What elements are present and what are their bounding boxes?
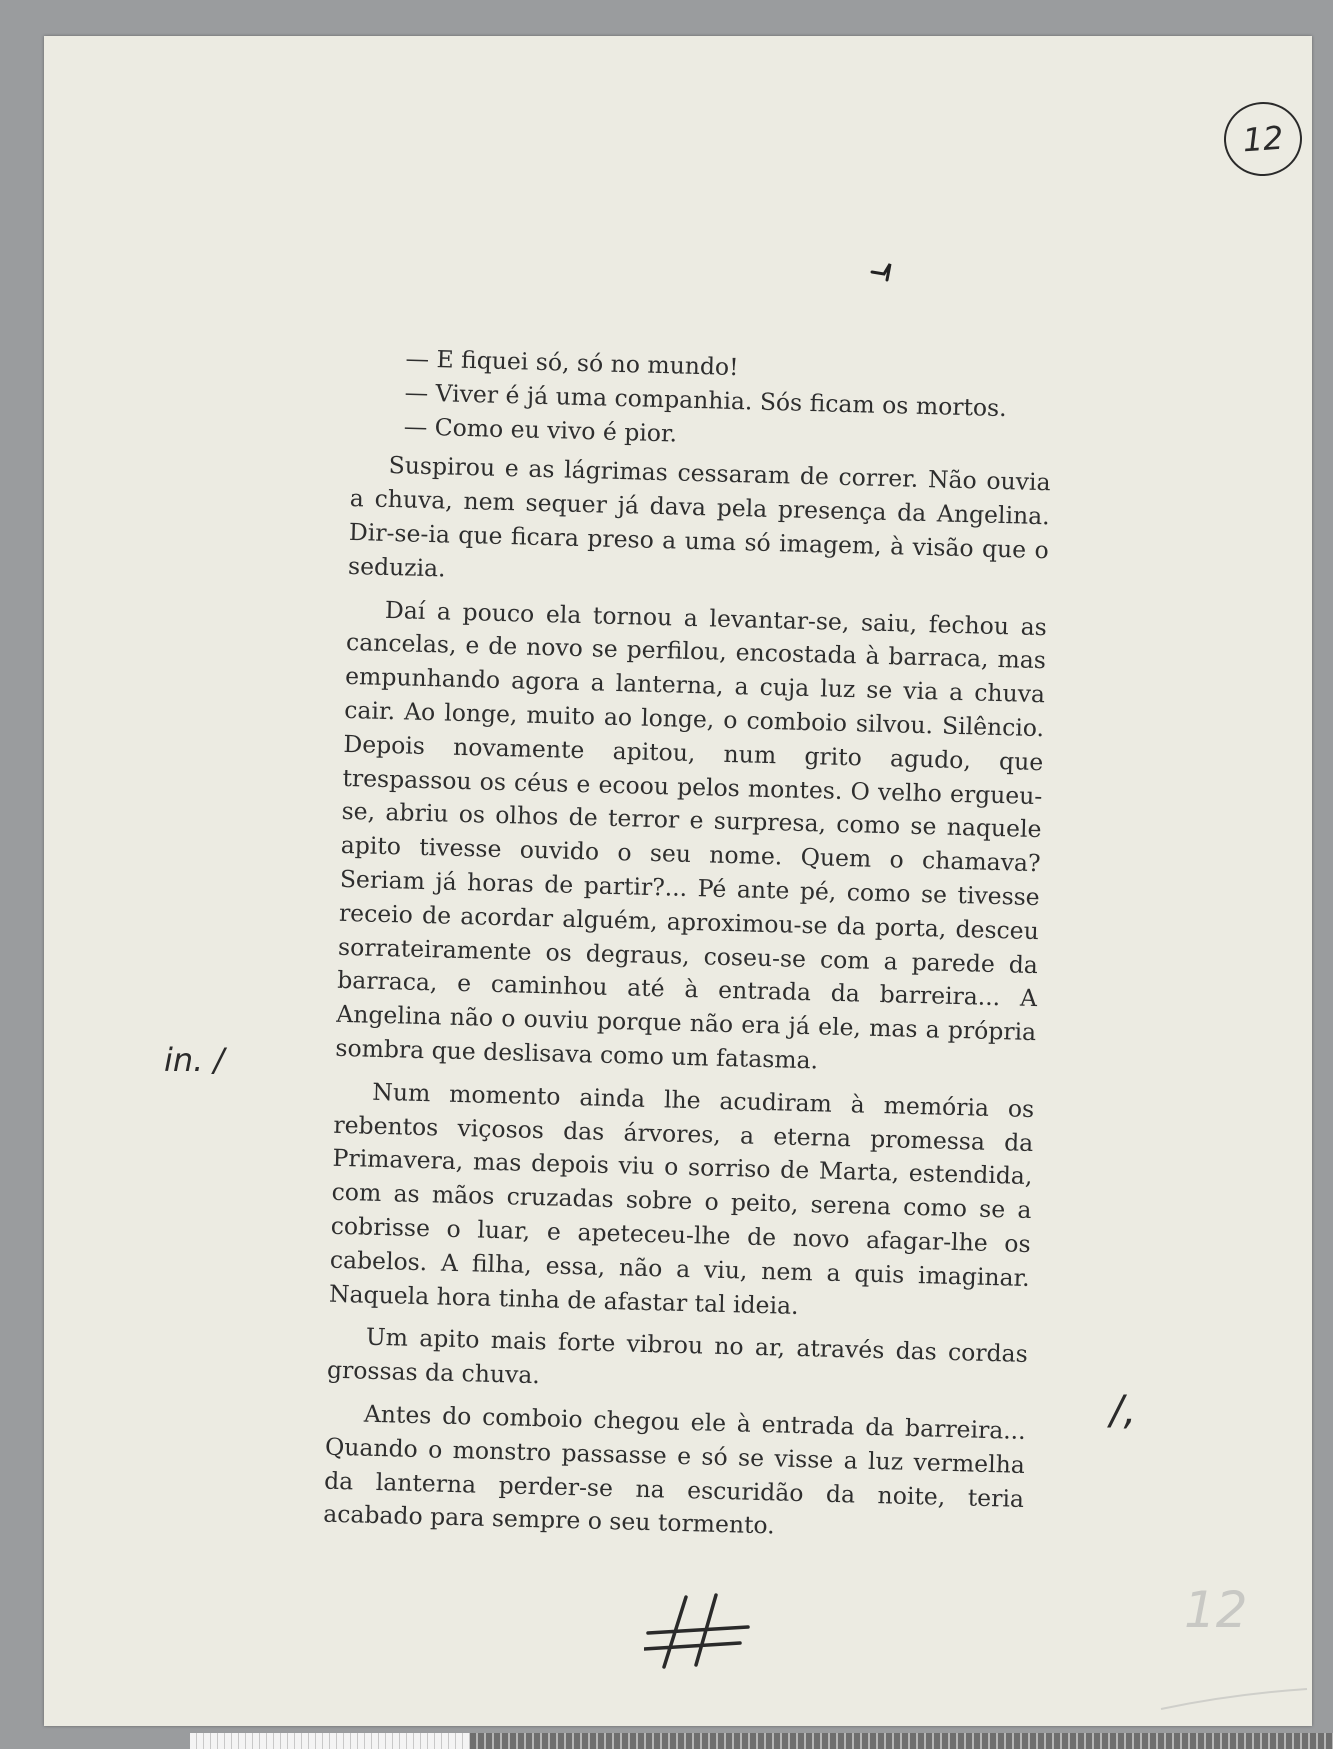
paragraph-3: Num momento ainda lhe acudiram à memória os rebentos viçosos das árvores, a eterna promessa da Primavera, mas depois viu o sorriso de Marta, estendida, com as mãos cruzadas sobre o peito, serena como se a cobrisse o luar, e apeteceu-lhe de novo afagar-lhe os cabelos. A filha, essa, não a viu, nem a quis imaginar. Naquela hora tinha de afastar tal ideia. (328, 1077, 1035, 1320)
margin-annotation-right: /, (1110, 1388, 1137, 1434)
paragraph-4: Um apito mais forte vibrou no ar, através das cordas grossas da chuva. (326, 1322, 1029, 1390)
hash-mark-icon (644, 1591, 754, 1671)
body-text (323, 341, 1054, 1559)
pencil-underline-icon (1159, 1671, 1309, 1711)
paragraph-2: Daí a pouco ela tornou a levantar-se, saiu, fechou as cancelas, e de novo se perfilou, encostada à barraca, mas empunhando agora a lanterna, a cuja luz se via a chuva cair. Ao longe, muito ao longe, o comboio silvou. Silêncio. Depois novamente apitou, num grito agudo, que trespassou os céus e ecoou pelos montes. O velho ergueu-se, abriu os olhos de terror e surpresa, como se naquele apito tivesse ouvido o seu nome. Quem o chamava? Seriam já horas de partir?... Pé ante pé, como se tivesse receio de acordar alguém, aproximou-se da porta, desceu sorrateiramente os degraus, coseu-se com a parede da barraca, e caminhou até à entrada da barreira... A Angelina não o ouviu porque não era já ele, mas a própria sombra que deslisava como um fatasma. (335, 595, 1048, 1075)
calibration-bar-scale (470, 1733, 1333, 1749)
pencil-page-number: 12 (1184, 1581, 1248, 1639)
dialog-line-3: — Como eu vivo é pior. (403, 411, 678, 448)
dialog-line-2: — Viver é já uma companhia. Sós ficam os mortos. (404, 378, 1008, 422)
paragraph-1: Suspirou e as lágrimas cessaram de correr. Não ouvia a chuva, nem sequer já dava pela presença da Angelina. Dir-se-ia que ficara preso a uma só imagem, à visão que o seduzia. (347, 451, 1051, 583)
margin-annotation-left: in. / (164, 1041, 225, 1079)
dialog-line-1: — E fiquei só, só no mundo! (405, 344, 739, 382)
circled-page-number (1222, 99, 1305, 178)
paragraph-5: Antes do comboio chegou ele à entrada da barreira... Quando o monstro passasse e só se visse a luz vermelha da lanterna perder-se na escuridão da noite, teria acabado para sempre o seu tormento. (322, 1399, 1027, 1540)
manuscript-page (44, 36, 1312, 1726)
scan-calibration-bar (190, 1733, 1333, 1749)
page-number-text: 12 (1241, 118, 1285, 160)
proofreader-tick-icon (870, 258, 900, 284)
